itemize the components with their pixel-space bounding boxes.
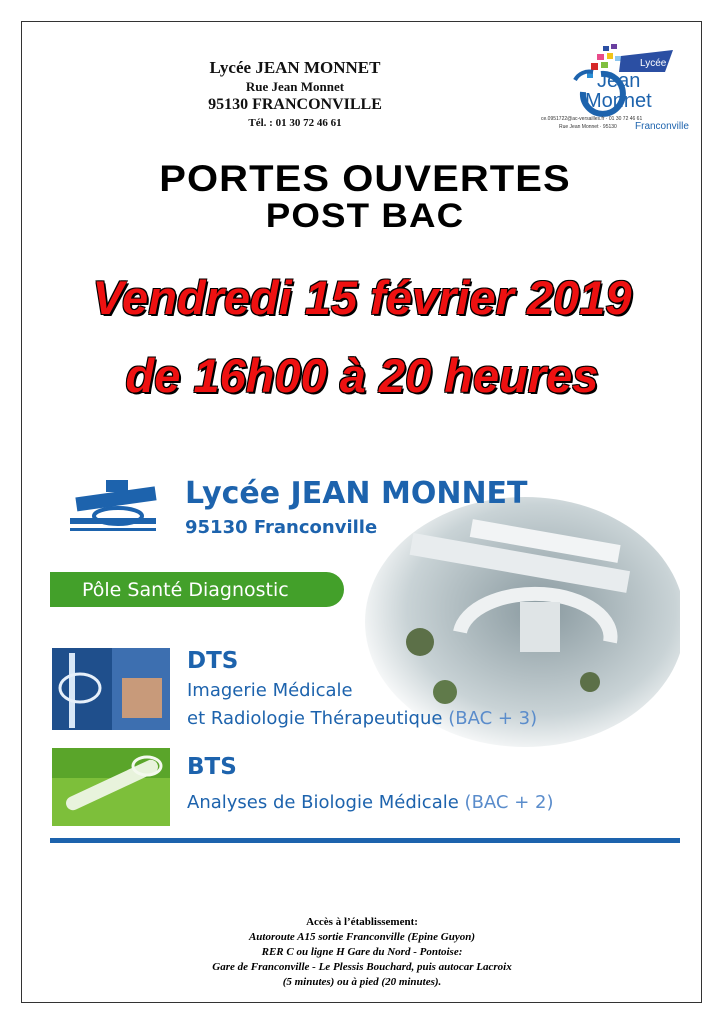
poster-title: Lycée JEAN MONNET [185, 476, 528, 511]
logo-lycee-text: Lycée [640, 58, 667, 69]
event-time: de 16h00 à 20 heures [125, 349, 599, 402]
test-tube-image-icon [52, 748, 170, 826]
event-date: Vendredi 15 février 2019 [92, 271, 632, 324]
access-line: Autoroute A15 sortie Franconville (Epine Guyon) [248, 931, 476, 943]
program-dts-line2 [187, 708, 537, 729]
school-city: 95130 FRANCONVILLE [208, 96, 382, 113]
logo-contact-text: ce.0951722@ac-versailles.fr · 01 30 72 46 61 [541, 116, 643, 122]
logo-monnet-text: Monnet [585, 90, 652, 112]
event-heading-line2: POST BAC [265, 197, 465, 235]
program-bts-title: BTS [187, 754, 237, 780]
program-bts-level: (BAC + 2) [464, 792, 554, 813]
poster-subtitle: 95130 Franconville [185, 517, 378, 538]
access-heading: Accès à l’établissement: [306, 916, 418, 928]
programs-poster [50, 452, 680, 847]
event-heading-line1: PORTES OUVERTES [159, 158, 571, 199]
pole-label: Pôle Santé Diagnostic [82, 579, 289, 601]
access-line: RER C ou ligne H Gare du Nord - Pontoise: [261, 946, 463, 958]
pole-banner [50, 572, 344, 607]
program-dts-level: (BAC + 3) [448, 708, 538, 729]
program-bts-line [187, 792, 553, 813]
access-line: (5 minutes) ou à pied (20 minutes). [282, 976, 442, 988]
logo-jean-text: Jean [597, 70, 641, 92]
school-logo [541, 42, 695, 142]
program-dts-line1: Imagerie Médicale [187, 680, 353, 701]
program-dts-line2-text: et Radiologie Thérapeutique [187, 708, 443, 729]
poster-divider [50, 838, 680, 843]
access-line: Gare de Franconville - Le Plessis Bouchard, puis autocar Lacroix [212, 961, 512, 973]
logo-address-text: Rue Jean Monnet · 95130 [559, 124, 617, 130]
logo-franconville-text: Franconville [635, 121, 689, 132]
access-info [170, 915, 554, 990]
event-heading [160, 160, 570, 234]
school-address-block [150, 58, 440, 131]
school-name: Lycée JEAN MONNET [209, 58, 381, 77]
program-bts-line1: Analyses de Biologie Médicale [187, 792, 459, 813]
program-dts-title: DTS [187, 648, 239, 674]
school-street: Rue Jean Monnet [245, 79, 345, 94]
school-phone: Tél. : 01 30 72 46 61 [248, 117, 342, 129]
scanner-logo-icon [70, 472, 160, 540]
xray-image-icon [52, 648, 170, 730]
